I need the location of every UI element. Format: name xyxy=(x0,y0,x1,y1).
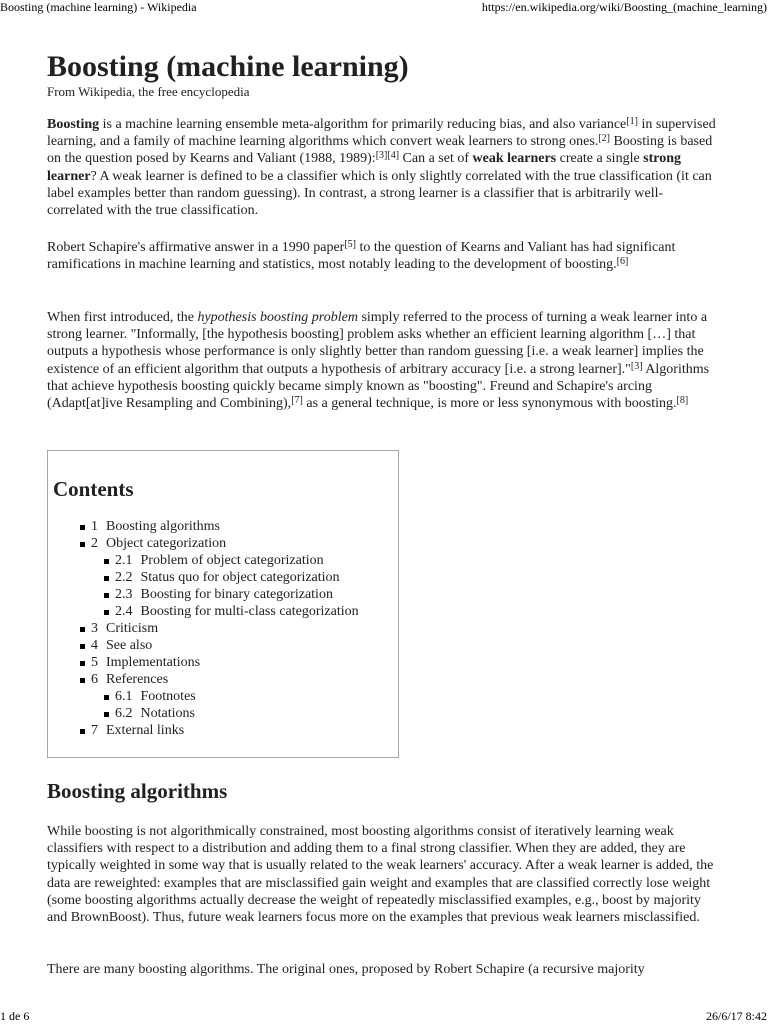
toc-list xyxy=(48,518,359,739)
toc-subitem[interactable] xyxy=(48,688,359,705)
text-run: ? A weak learner is defined to be a classifier which is only slightly correlated with the true classification (it can label examples better than random guessing). In contrast, a strong learner is a classifier that is arbitrarily well-correlated with the true classification. xyxy=(47,168,712,219)
toc-number: 2.3 xyxy=(115,587,133,602)
print-header-url: https://en.wikipedia.org/wiki/Boosting_(machine_learning) xyxy=(481,0,767,14)
toc-number: 6.1 xyxy=(115,689,133,704)
toc-label: Boosting for multi-class categorization xyxy=(140,604,359,619)
section-paragraph-1: While boosting is not algorithmically constrained, most boosting algorithms consist of iteratively learning weak classifiers with respect to a distribution and adding them to a final strong classifier. When they are added, they are typically weighted in some way that is usually related to the weak learners' accuracy. After a weak learner is added, the data are reweighted: examples that are misclassified gain weight and examples that are classified correctly lose weight (some boosting algorithms actually decrease the weight of repeatedly misclassified examples, e.g., boost by majority and BrownBoost). Thus, future weak learners focus more on the examples that previous weak learners misclassified. xyxy=(47,824,714,926)
toc-number: 3 xyxy=(91,621,98,636)
toc-label: References xyxy=(106,672,169,687)
intro-paragraph-1 xyxy=(47,116,719,219)
text-run: Boosting is based on the question posed by Kearns and Valiant (1988, 1989): xyxy=(47,134,713,167)
toc-number: 2.4 xyxy=(115,604,133,619)
toc-subitem[interactable] xyxy=(48,586,359,603)
bold-term-strong-learner: strong learner xyxy=(47,151,682,184)
text-run: create a single xyxy=(556,151,644,167)
print-header-title: Boosting (machine learning) - Wikipedia xyxy=(0,0,197,14)
toc-item[interactable] xyxy=(48,518,359,535)
text-run: simply referred to the process of turning a weak learner into a strong learner. "Informally, [the hypothesis boosting] problem asks whether an efficient learning algorithm […] that outputs a hypothesis whose performance is only slightly better than random guessing [i.e. a weak learner] implies the existence of an efficient algorithm that outputs a hypothesis of arbitrary accuracy [i.e. a strong learner]." xyxy=(47,310,708,377)
toc-item[interactable] xyxy=(48,654,359,671)
toc-number: 1 xyxy=(91,519,98,534)
toc-number: 6.2 xyxy=(115,706,133,721)
toc-label: Implementations xyxy=(106,655,201,670)
section-paragraph-2: There are many boosting algorithms. The original ones, proposed by Robert Schapire (a recursive majority xyxy=(47,962,645,977)
toc-subitem[interactable] xyxy=(48,569,359,586)
citation-link[interactable]: [7] xyxy=(291,395,303,407)
toc-number: 2 xyxy=(91,536,98,551)
toc-label: Status quo for object categorization xyxy=(140,570,340,585)
toc-subitem[interactable] xyxy=(48,705,359,722)
toc-subitem[interactable] xyxy=(48,603,359,620)
text-run: is a machine learning ensemble meta-algorithm for primarily reducing bias, and also variance xyxy=(99,117,627,132)
text-run: When first introduced, the xyxy=(47,310,198,325)
toc-number: 5 xyxy=(91,655,98,670)
toc-item[interactable] xyxy=(48,671,359,688)
toc-item[interactable] xyxy=(48,535,359,552)
text-run: Robert Schapire's affirmative answer in a 1990 paper xyxy=(47,240,345,255)
toc-number: 4 xyxy=(91,638,98,653)
toc-label: Notations xyxy=(140,706,195,721)
toc-title: Contents xyxy=(53,477,134,501)
citation-link[interactable]: [1] xyxy=(626,116,638,127)
italic-term: hypothesis boosting problem xyxy=(197,310,358,325)
text-run: to the question of Kearns and Valiant has had significant ramifications in machine learning and statistics, most notably leading to the development of boosting. xyxy=(47,240,676,273)
article-title: Boosting (machine learning) xyxy=(47,50,409,83)
toc-item[interactable] xyxy=(48,620,359,637)
table-of-contents xyxy=(47,450,399,758)
toc-label: Boosting algorithms xyxy=(106,519,220,534)
text-run: Algorithms that achieve hypothesis boosting quickly became simply known as "boosting". Freund and Schapire's arcing (Adapt[at]ive Resampling and Combining), xyxy=(47,361,710,412)
toc-label: Footnotes xyxy=(140,689,196,704)
text-run: Can a set of xyxy=(399,151,473,167)
citation-link[interactable]: [3] xyxy=(630,360,643,372)
citation-link[interactable]: [3] xyxy=(375,150,388,162)
toc-label: See also xyxy=(106,638,153,653)
toc-label: Problem of object categorization xyxy=(140,553,324,568)
bold-term-weak-learners: weak learners xyxy=(472,151,557,167)
citation-link[interactable]: [5] xyxy=(344,239,357,250)
toc-subitem[interactable] xyxy=(48,552,359,569)
toc-item[interactable] xyxy=(48,637,359,654)
toc-number: 2.1 xyxy=(115,553,133,568)
citation-link[interactable]: [6] xyxy=(616,256,629,268)
toc-label: Criticism xyxy=(106,621,159,636)
toc-label: Object categorization xyxy=(106,536,227,551)
print-footer-page: 1 de 6 xyxy=(0,1009,30,1023)
citation-link[interactable]: [2] xyxy=(598,133,610,145)
toc-number: 2.2 xyxy=(115,570,133,585)
text-run: as a general technique, is more or less synonymous with boosting. xyxy=(302,396,677,412)
citation-link[interactable]: [4] xyxy=(387,150,400,162)
text-run: in supervised learning, and a family of machine learning algorithms which convert weak learners to strong ones. xyxy=(47,117,716,150)
citation-link[interactable]: [8] xyxy=(676,395,689,407)
intro-paragraph-3 xyxy=(47,309,719,412)
bold-term-boosting: Boosting xyxy=(47,117,100,132)
toc-label: Boosting for binary categorization xyxy=(140,587,333,602)
toc-number: 7 xyxy=(91,723,98,738)
section-heading-boosting-algorithms: Boosting algorithms xyxy=(47,779,228,803)
print-footer-datetime: 26/6/17 8:42 xyxy=(705,1009,767,1023)
article-tagline: From Wikipedia, the free encyclopedia xyxy=(47,84,250,99)
toc-item[interactable] xyxy=(48,722,359,739)
intro-paragraph-2 xyxy=(47,239,719,273)
toc-label: External links xyxy=(106,723,185,738)
toc-number: 6 xyxy=(91,672,98,687)
